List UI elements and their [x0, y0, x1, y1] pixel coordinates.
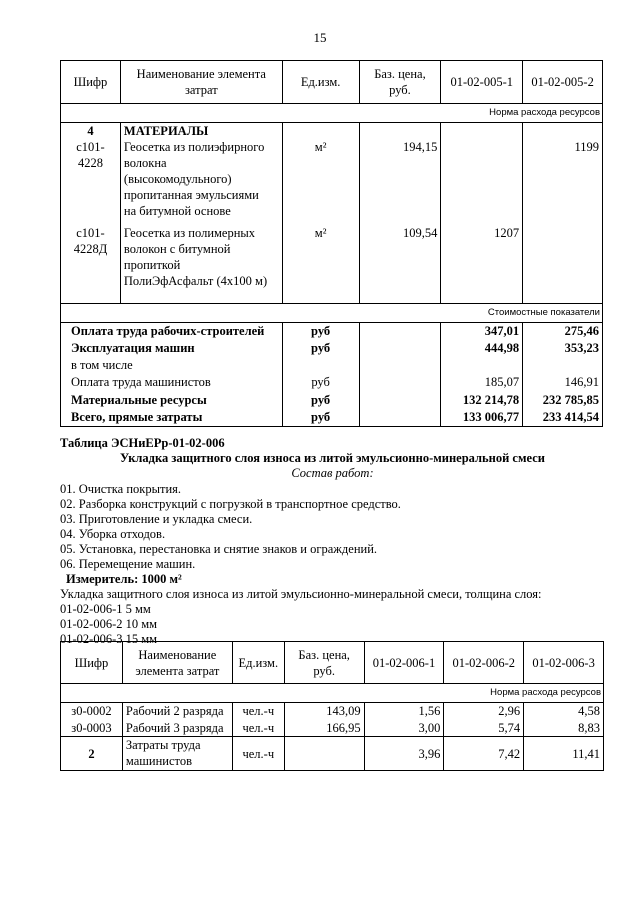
cost-3-unit: руб [282, 374, 359, 392]
material-1-v2: 1199 [523, 139, 603, 225]
cost-5-name: Всего, прямые затраты [61, 409, 283, 426]
work-item: 02. Разборка конструкций с погрузкой в транспортное средство. [60, 497, 401, 511]
description: Укладка защитного слоя износа из литой эмульсионно-минеральной смеси, толщина слоя: [60, 587, 542, 601]
norm-label: Норма расхода ресурсов [61, 104, 603, 123]
cost-4-name: Материальные ресурсы [61, 392, 283, 409]
cost-3-v2: 146,91 [523, 374, 603, 392]
header-col3: 01-02-006-3 [524, 642, 604, 684]
last-row-unit: чел.-ч [232, 737, 284, 771]
norm-label: Норма расхода ресурсов [61, 684, 604, 703]
table-row-0-v3: 4,58 [524, 703, 604, 720]
header-col1: 01-02-005-1 [441, 61, 523, 104]
header-price: Баз. цена, руб. [359, 61, 441, 104]
variant-item: 01-02-006-3 15 мм [60, 632, 158, 646]
material-1-price: 194,15 [359, 139, 441, 225]
header-unit: Ед.изм. [232, 642, 284, 684]
table-row-1-price: 166,95 [284, 720, 364, 737]
table-row-0-v2: 2,96 [444, 703, 524, 720]
material-1-v1 [441, 139, 523, 225]
composition-label: Состав работ: [291, 466, 374, 480]
work-item: 04. Уборка отходов. [60, 527, 166, 541]
cost-0-unit: руб [282, 322, 359, 340]
section-title-2: Укладка защитного слоя износа из литой эмульсионно-минеральной смеси [120, 451, 545, 465]
page-number: 15 [313, 30, 327, 45]
header-name: Наименование элемента затрат [122, 642, 232, 684]
table-row-0-code: з0-0002 [61, 703, 123, 720]
work-item: 05. Установка, перестановка и снятие знаков и ограждений. [60, 542, 378, 556]
last-row-name: Затраты труда машинистов [122, 737, 232, 771]
last-row-v2: 7,42 [444, 737, 524, 771]
table-row-0-price: 143,09 [284, 703, 364, 720]
section-code: 4 [61, 123, 121, 140]
work-item: 06. Перемещение машин. [60, 557, 196, 571]
work-item: 01. Очистка покрытия. [60, 482, 182, 496]
header-code: Шифр [61, 61, 121, 104]
header-price: Баз. цена, руб. [284, 642, 364, 684]
header-code: Шифр [61, 642, 123, 684]
material-2-code: с101- 4228Д [61, 225, 121, 303]
variant-item: 01-02-006-2 10 мм [60, 617, 158, 631]
table-row-0-v1: 1,56 [364, 703, 444, 720]
table-row-1-unit: чел.-ч [232, 720, 284, 737]
material-2-v2 [523, 225, 603, 303]
material-2-v1: 1207 [441, 225, 523, 303]
cost-3-name: Оплата труда машинистов [61, 374, 283, 392]
header-name: Наименование элемента затрат [120, 61, 282, 104]
work-item: 03. Приготовление и укладка смеси. [60, 512, 253, 526]
cost-1-unit: руб [282, 340, 359, 357]
cost-1-name: Эксплуатация машин [61, 340, 283, 357]
cost-4-unit: руб [282, 392, 359, 409]
table-row-0-name: Рабочий 2 разряда [122, 703, 232, 720]
cost-0-v1: 347,01 [441, 322, 523, 340]
header-col1: 01-02-006-1 [364, 642, 444, 684]
meter-label: Измеритель: 1000 м² [66, 572, 182, 586]
table-row-1-v1: 3,00 [364, 720, 444, 737]
variant-item: 01-02-006-1 5 мм [60, 602, 151, 616]
table-row-1-v2: 5,74 [444, 720, 524, 737]
cost-2-name: в том числе [61, 357, 283, 374]
works-list [60, 482, 605, 647]
material-2-name: Геосетка из полимерных волокон с битумной пропиткой ПолиЭфАсфальт (4х100 м) [120, 225, 282, 303]
table-id: Таблица ЭСНиЕРр-01-02-006 [60, 436, 225, 450]
material-1-name: Геосетка из полиэфирного волокна (высокомодульного) пропитанная эмульсиями на битумной основе [120, 139, 282, 225]
last-row-v1: 3,96 [364, 737, 444, 771]
cost-3-v1: 185,07 [441, 374, 523, 392]
table-row-1-code: з0-0003 [61, 720, 123, 737]
material-2-unit: м² [282, 225, 359, 303]
cost-1-v1: 444,98 [441, 340, 523, 357]
cost-5-v1: 133 006,77 [441, 409, 523, 426]
cost-0-v2: 275,46 [523, 322, 603, 340]
header-col2: 01-02-006-2 [444, 642, 524, 684]
cost-5-v2: 233 414,54 [523, 409, 603, 426]
last-row-price [284, 737, 364, 771]
table-row-1-v3: 8,83 [524, 720, 604, 737]
section-title: МАТЕРИАЛЫ [120, 123, 282, 140]
resource-table-2 [60, 641, 604, 771]
header-col2: 01-02-005-2 [523, 61, 603, 104]
table-row-1-name: Рабочий 3 разряда [122, 720, 232, 737]
cost-1-v2: 353,23 [523, 340, 603, 357]
cost-5-unit: руб [282, 409, 359, 426]
material-1-code: с101-4228 [61, 139, 121, 225]
resource-table-1 [60, 60, 603, 427]
cost-4-v2: 232 785,85 [523, 392, 603, 409]
last-row-code: 2 [61, 737, 123, 771]
last-row-v3: 11,41 [524, 737, 604, 771]
cost-4-v1: 132 214,78 [441, 392, 523, 409]
header-unit: Ед.изм. [282, 61, 359, 104]
cost-label: Стоимостные показатели [61, 303, 603, 322]
cost-0-name: Оплата труда рабочих-строителей [61, 322, 283, 340]
section-2-header [60, 436, 605, 481]
material-1-unit: м² [282, 139, 359, 225]
material-2-price: 109,54 [359, 225, 441, 303]
table-row-0-unit: чел.-ч [232, 703, 284, 720]
